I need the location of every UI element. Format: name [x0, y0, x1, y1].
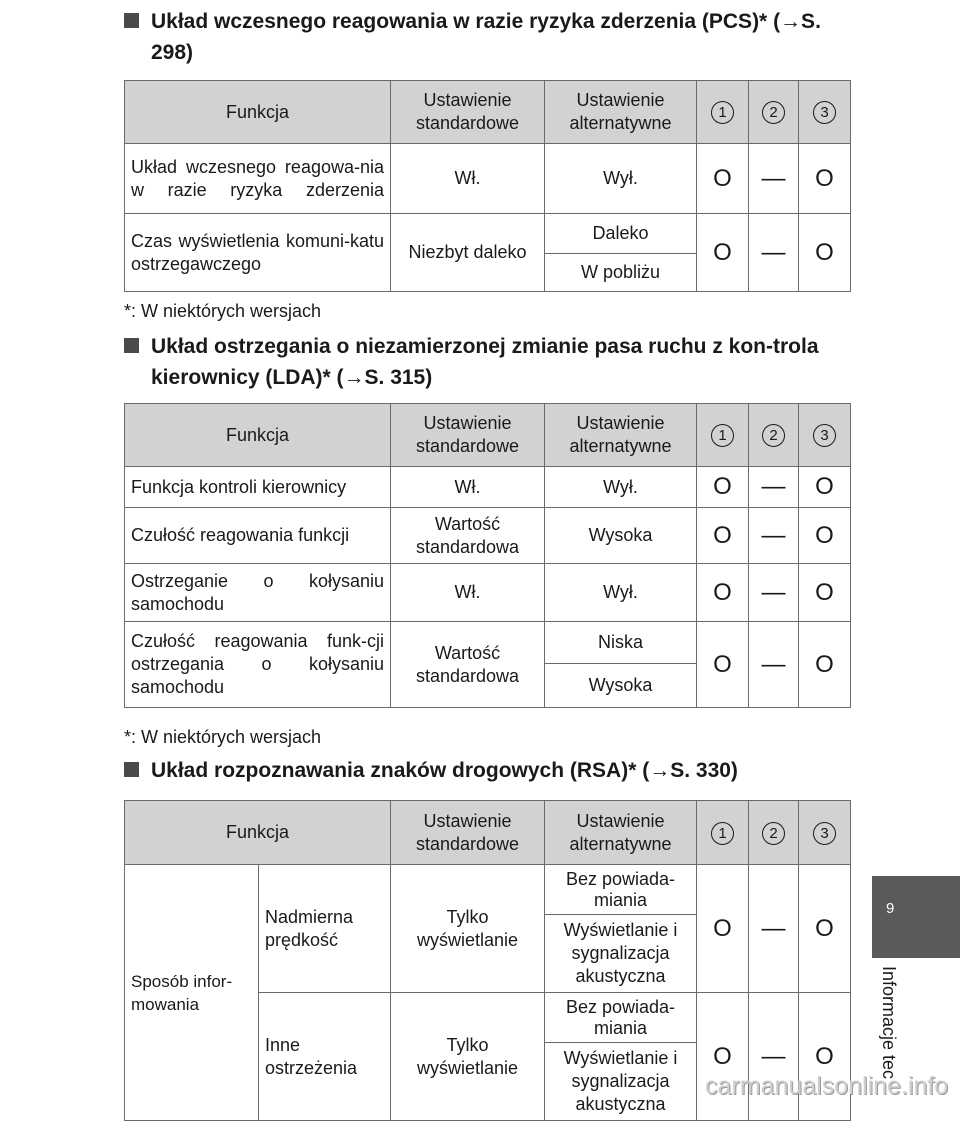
standard-value: Tylko wyświetlanie: [391, 993, 545, 1121]
header-alternative: Ustawienie alternatywne: [545, 404, 697, 467]
symbol-cell: —: [749, 622, 799, 708]
chapter-number: 9: [886, 900, 895, 917]
symbol-cell: —: [749, 144, 799, 214]
circled-number-icon: 1: [711, 822, 734, 845]
symbol-cell: —: [749, 508, 799, 564]
square-bullet-icon: [124, 13, 139, 28]
section-title: Układ ostrzegania o niezamierzonej zmianie pasa ruchu z kon-trola kierownicy (LDA)* (→S. 315): [151, 335, 819, 389]
footnote: *: W niektórych wersjach: [124, 301, 322, 321]
standard-value: Tylko wyświetlanie: [391, 865, 545, 993]
alternative-value: Bez powiada-miania: [545, 865, 697, 915]
function-cell: Nadmierna prędkość: [259, 865, 391, 993]
section-title: Układ rozpoznawania znaków drogowych (RSA)* (→S. 330): [151, 759, 738, 782]
symbol-cell: —: [749, 993, 799, 1121]
alternative-value: Wysoka: [545, 508, 697, 564]
section-heading: [124, 331, 854, 393]
standard-value: Wł.: [391, 144, 545, 214]
symbol-cell: —: [749, 564, 799, 622]
circled-number-icon: 2: [762, 101, 785, 124]
circled-number-icon: 1: [711, 101, 734, 124]
standard-value: Wł.: [391, 467, 545, 508]
alternative-value: Wysoka: [545, 664, 697, 708]
header-funkcja: Funkcja: [125, 81, 391, 144]
symbol-cell: O: [799, 144, 851, 214]
alternative-value: Bez powiada-miania: [545, 993, 697, 1043]
section-title: Układ wczesnego reagowania w razie ryzyka zderzenia (PCS)* (→S. 298): [151, 10, 821, 64]
symbol-cell: O: [799, 508, 851, 564]
group-cell: Sposób infor-mowania: [125, 865, 259, 1121]
symbol-cell: O: [799, 865, 851, 993]
function-cell: Czas wyświetlenia komuni-katu ostrzegawczego: [125, 214, 391, 292]
symbol-cell: O: [799, 622, 851, 708]
header-funkcja: Funkcja: [125, 801, 391, 865]
alternative-value: Wył.: [545, 144, 697, 214]
square-bullet-icon: [124, 338, 139, 353]
alternative-value: Wył.: [545, 564, 697, 622]
symbol-cell: O: [697, 508, 749, 564]
circled-number-icon: 2: [762, 822, 785, 845]
alternative-value: Daleko: [545, 214, 697, 254]
function-cell: Inne ostrzeżenia: [259, 993, 391, 1121]
circled-number-icon: 3: [813, 101, 836, 124]
table-row: [125, 467, 851, 508]
symbol-cell: O: [799, 467, 851, 508]
chapter-tab: [872, 876, 960, 958]
circled-number-icon: 1: [711, 424, 734, 447]
alternative-value: W pobliżu: [545, 254, 697, 292]
settings-table: [124, 80, 851, 292]
section-heading: [124, 755, 854, 786]
symbol-cell: O: [697, 214, 749, 292]
symbol-cell: O: [799, 993, 851, 1121]
table-row: [125, 214, 851, 254]
symbol-cell: O: [697, 993, 749, 1121]
circled-number-icon: 2: [762, 424, 785, 447]
table-row: [125, 622, 851, 664]
circled-number-icon: 3: [813, 822, 836, 845]
table-row: [125, 865, 851, 915]
alternative-value: Wył.: [545, 467, 697, 508]
standard-value: Niezbyt daleko: [391, 214, 545, 292]
table-row: [125, 508, 851, 564]
function-cell: Układ wczesnego reagowa-nia w razie ryzyka zderzenia: [125, 144, 391, 214]
standard-value: Wartość standardowa: [391, 622, 545, 708]
function-cell: Ostrzeganie o kołysaniu samochodu: [125, 564, 391, 622]
function-cell: Funkcja kontroli kierownicy: [125, 467, 391, 508]
table-row: [125, 144, 851, 214]
symbol-cell: O: [697, 564, 749, 622]
alternative-value: Wyświetlanie i sygnalizacja akustyczna: [545, 1043, 697, 1121]
symbol-cell: O: [697, 144, 749, 214]
chapter-label: Informacje tec: [879, 966, 899, 1080]
symbol-cell: O: [697, 622, 749, 708]
symbol-cell: —: [749, 214, 799, 292]
standard-value: Wartość standardowa: [391, 508, 545, 564]
alternative-value: Niska: [545, 622, 697, 664]
section-heading: [124, 6, 854, 68]
header-standard: Ustawienie standardowe: [391, 801, 545, 865]
watermark: carmanualsonline.info: [705, 1072, 949, 1100]
symbol-cell: O: [697, 467, 749, 508]
symbol-cell: —: [749, 467, 799, 508]
alternative-value: Wyświetlanie i sygnalizacja akustyczna: [545, 915, 697, 993]
symbol-cell: —: [749, 865, 799, 993]
header-alternative: Ustawienie alternatywne: [545, 81, 697, 144]
standard-value: Wł.: [391, 564, 545, 622]
symbol-cell: O: [799, 214, 851, 292]
header-alternative: Ustawienie alternatywne: [545, 801, 697, 865]
settings-table: [124, 403, 851, 708]
symbol-cell: O: [697, 865, 749, 993]
square-bullet-icon: [124, 762, 139, 777]
function-cell: Czułość reagowania funkcji: [125, 508, 391, 564]
footnote: *: W niektórych wersjach: [124, 727, 322, 747]
symbol-cell: O: [799, 564, 851, 622]
circled-number-icon: 3: [813, 424, 836, 447]
header-standard: Ustawienie standardowe: [391, 404, 545, 467]
table-row: [125, 564, 851, 622]
header-funkcja: Funkcja: [125, 404, 391, 467]
function-cell: Czułość reagowania funk-cji ostrzegania o kołysaniu samochodu: [125, 622, 391, 708]
header-standard: Ustawienie standardowe: [391, 81, 545, 144]
